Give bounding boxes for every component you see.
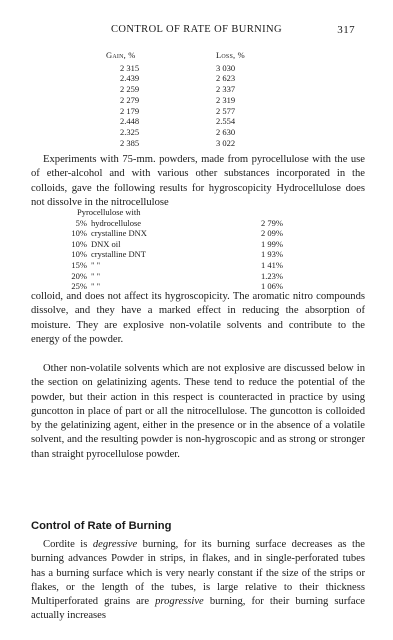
loss-cell: 2 577 (216, 105, 236, 116)
gain-cell: 2 179 (120, 105, 140, 116)
gain-cell: 2 315 (120, 62, 140, 73)
percent-cell: 10% (71, 228, 87, 239)
loss-cell: 2.554 (216, 116, 236, 127)
gain-cell: 2.448 (120, 116, 140, 127)
percent-cell: 10% (71, 238, 87, 249)
substance-cell: crystalline DNX (91, 228, 147, 239)
gain-cell: 2 385 (120, 137, 140, 148)
table-row (63, 239, 333, 250)
gain-cell: 2 279 (120, 94, 140, 105)
text-run: burning, for its burning surface decreases as the burning advances Powder in strips, in flakes, and in single-perforated tubes has a burning surface which is very nearly constant if the size of the strips or flakes, or the length of the tubes, is large relative to their thickness Multiperforated grains are (31, 539, 365, 608)
table-row (63, 271, 333, 282)
table-row (120, 106, 270, 117)
percent-cell: 10% (71, 249, 87, 260)
percent-cell: 15% (71, 259, 87, 270)
table-row (120, 73, 270, 84)
loss-cell: 3 030 (216, 62, 236, 73)
table-row (120, 84, 270, 95)
substance-cell: " " (91, 281, 101, 292)
gain-cell: 2 259 (120, 84, 140, 95)
substance-cell: crystalline DNT (91, 249, 146, 260)
table-row (120, 116, 270, 127)
paragraph-cordite (31, 538, 365, 624)
page-number: 317 (337, 24, 355, 36)
loss-cell: 2 337 (216, 84, 236, 95)
substance-cell: hydrocellulose (91, 217, 142, 228)
substance-cell: " " (91, 270, 101, 281)
hygroscopicity-table (63, 207, 333, 292)
running-head-title: CONTROL OF RATE OF BURNING (110, 24, 283, 35)
loss-cell: 2 319 (216, 94, 236, 105)
emphasis-progressive: progressive (155, 596, 204, 608)
paragraph-experiments: Experiments with 75-mm. powders, made from pyrocellulose with the use of ether-alcohol and with various other substances incorporated in the colloids, gave the following results for hygroscopicity Hydrocellulose does not dissolve in the nitrocellulose (31, 154, 365, 208)
substance-cell: " " (91, 259, 101, 270)
percent-cell: 5% (75, 217, 87, 228)
table-header-row (106, 50, 270, 61)
loss-cell: 3 022 (216, 137, 236, 148)
value-cell: 1 06% (261, 281, 283, 292)
table-row (63, 228, 333, 239)
loss-column-header: Loss, % (216, 50, 245, 60)
value-cell: 1 99% (261, 238, 283, 249)
gain-loss-table (106, 50, 270, 148)
table-row (63, 260, 333, 271)
paragraph-solvents: Other non-volatile solvents which are not explosive are discussed below in the section on gelatinizing agents. These tend to reduce the potential of the powder, but their action in this respect is counteracted in practice by using guncotton in place of part or all the nitrocellulose. The guncotton is colloided by the gelatinizing agent, either in the presence or in the absence of a volatile solvent, and the resulting powder is non-hygroscopic and as strong or stronger than straight pyrocellulose powder. (31, 363, 365, 460)
value-cell: 1.23% (261, 270, 283, 281)
table-row (120, 63, 270, 74)
value-cell: 2 09% (261, 228, 283, 239)
table-row (120, 127, 270, 138)
table-row (120, 138, 270, 149)
value-cell: 2 79% (261, 217, 283, 228)
table-row (63, 218, 333, 229)
gain-cell: 2.325 (120, 126, 140, 137)
percent-cell: 20% (71, 270, 87, 281)
paragraph-colloid: colloid, and does not affect its hygroscopicity. The aromatic nitro compounds dissolve, and they have a marked effect in reducing the absorption of moisture. They are explosive non-volatile solvents and contribute to the energy of the powder. (31, 291, 365, 345)
table-heading: Pyrocellulose with (77, 207, 141, 217)
table-row (120, 95, 270, 106)
section-heading: Control of Rate of Burning (31, 520, 172, 532)
table-row (63, 249, 333, 260)
text-run: burning, for their burning surface actually increases (31, 596, 365, 622)
loss-cell: 2 630 (216, 126, 236, 137)
percent-cell: 25% (71, 281, 87, 292)
emphasis-degressive: degressive (92, 539, 138, 550)
running-head (0, 24, 393, 38)
loss-cell: 2 623 (216, 73, 236, 84)
value-cell: 1 93% (261, 249, 283, 260)
value-cell: 1 41% (261, 259, 283, 270)
text-run: Cordite is (43, 539, 93, 550)
gain-cell: 2.439 (120, 73, 140, 84)
substance-cell: DNX oil (91, 238, 121, 249)
gain-column-header: Gain, % (106, 50, 136, 60)
